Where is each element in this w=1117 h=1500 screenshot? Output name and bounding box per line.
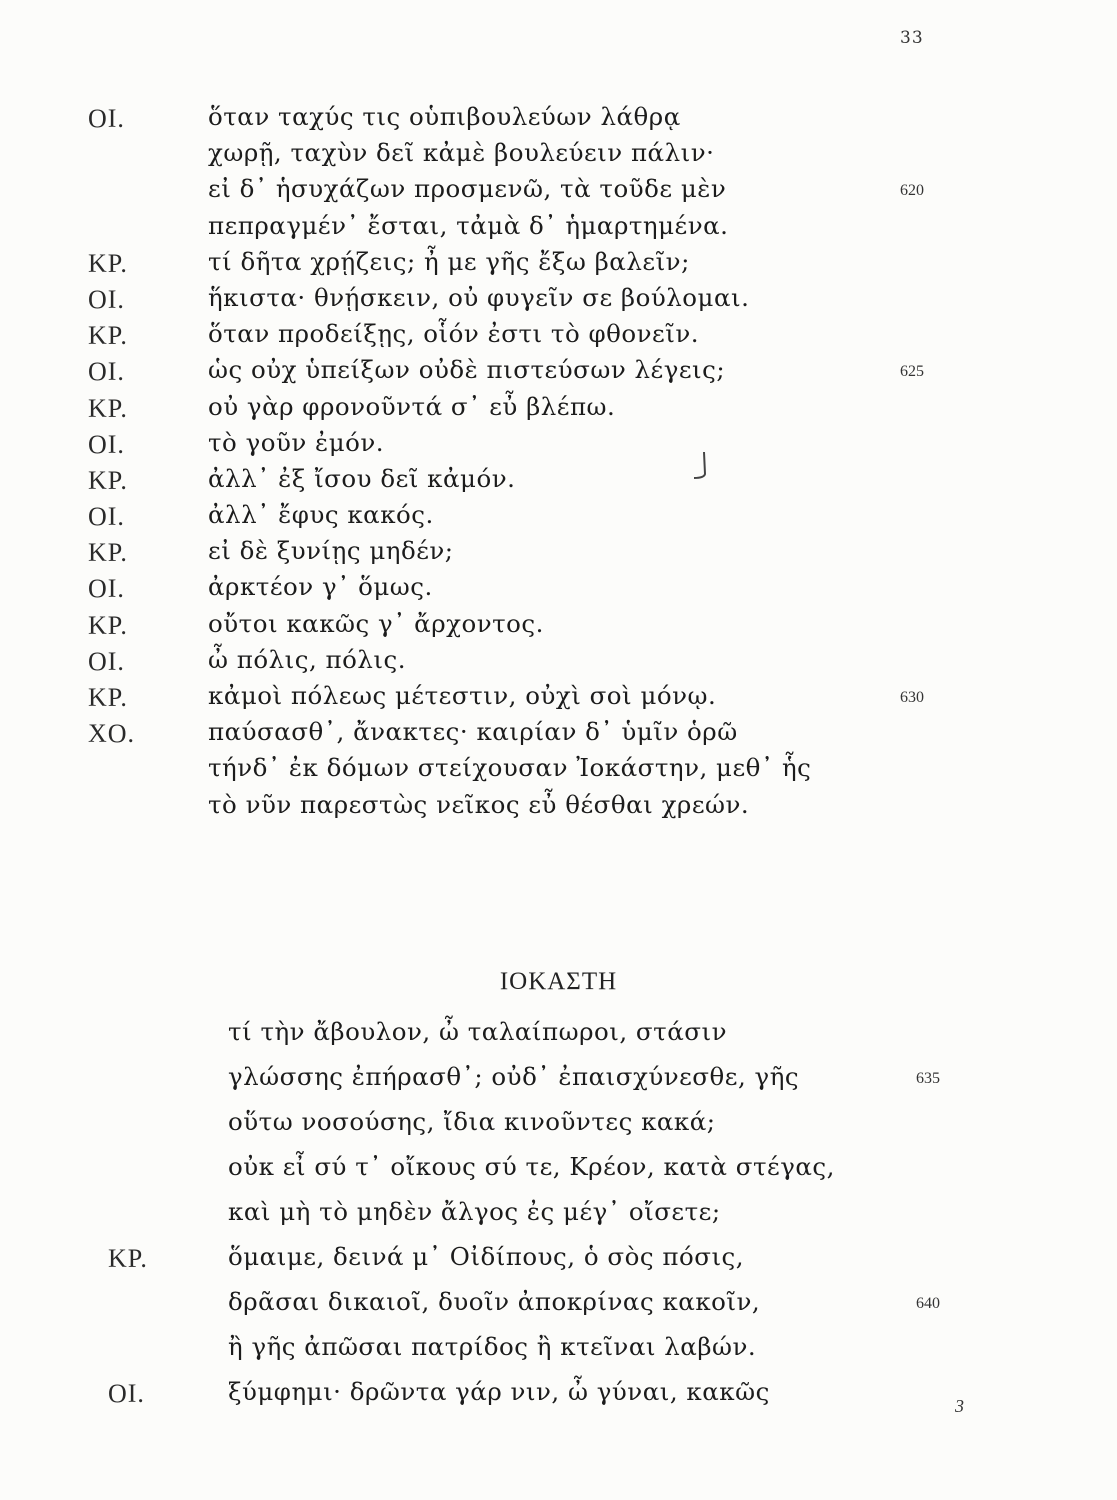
verse-line: [0, 426, 1117, 462]
verse-line: [0, 788, 1117, 824]
speaker-label: ΟΙ.: [88, 429, 125, 459]
verse-text: ὅταν ταχύς τις οὑπιβουλεύων λάθρᾳ: [208, 102, 681, 131]
verse-text: κἀμοὶ πόλεως μέτεστιν, οὐχὶ σοὶ μόνῳ.: [208, 681, 717, 710]
speaker-label: ΟΙ.: [108, 1379, 145, 1408]
verse-line: [0, 1150, 1117, 1195]
verse-text: παύσασθ᾽, ἄνακτες· καιρίαν δ᾽ ὑμῖν ὁρῶ: [208, 717, 738, 747]
verse-line: [0, 281, 1117, 317]
verse-line: [0, 498, 1117, 534]
verse-text: εἰ δὲ ξυνίῃς μηδέν;: [208, 536, 454, 566]
verse-text: ἢ γῆς ἀπῶσαι πατρίδος ἢ κτεῖναι λαβών.: [228, 1332, 757, 1361]
verse-line: [0, 209, 1117, 245]
speaker-label: ΟΙ.: [88, 357, 125, 387]
verse-text: τὸ νῦν παρεστὼς νεῖκος εὖ θέσθαι χρεών.: [208, 789, 750, 819]
verse-text: οὐκ εἶ σύ τ᾽ οἴκους σύ τε, Κρέον, κατὰ στέγας,: [228, 1152, 835, 1181]
verse-line: [0, 245, 1117, 281]
verse-line: [0, 1105, 1117, 1150]
verse-text: γλώσσης ἐπήρασθ᾽; οὐδ᾽ ἐπαισχύνεσθε, γῆς: [228, 1062, 800, 1091]
verse-line: [0, 100, 1117, 136]
verse-line: [0, 317, 1117, 353]
verse-line: [0, 679, 1117, 715]
verse-text: οὐ γὰρ φρονοῦντά σ᾽ εὖ βλέπω.: [208, 391, 616, 421]
verse-line: [0, 643, 1117, 679]
verse-text: οὔτοι κακῶς γ᾽ ἄρχοντος.: [208, 608, 544, 638]
verse-text: ὅμαιμε, δεινά μ᾽ Οἰδίπους, ὁ σὸς πόσις,: [228, 1242, 745, 1271]
verse-text: ὅταν προδείξῃς, οἷόν ἐστι τὸ φθονεῖν.: [208, 319, 700, 349]
verse-text: ἀλλ᾽ ἐξ ἴσου δεῖ κἀμόν.: [208, 463, 516, 493]
speaker-label: ΚΡ.: [88, 248, 128, 278]
signature-mark: 3: [955, 1396, 964, 1416]
verse-line: [0, 1195, 1117, 1240]
verse-line: [0, 534, 1117, 570]
line-number: 630: [900, 689, 924, 706]
speaker-label: ΟΙ.: [88, 284, 125, 314]
verse-line: [0, 1330, 1117, 1375]
verse-text: τήνδ᾽ ἐκ δόμων στείχουσαν Ἰοκάστην, μεθ᾽ ἧς: [208, 753, 812, 783]
line-number: 625: [900, 363, 924, 381]
verse-text: ὦ πόλις, πόλις.: [208, 644, 407, 674]
verse-text: ὡς οὐχ ὑπείξων οὐδὲ πιστεύσων λέγεις;: [208, 355, 726, 385]
speaker-label: ΚΡ.: [108, 1244, 148, 1273]
dialogue-block-before-heading: [0, 100, 1117, 824]
verse-text: οὕτω νοσούσης, ἴδια κινοῦντες κακά;: [228, 1107, 716, 1136]
speaker-label: ΟΙ.: [88, 574, 125, 604]
verse-line: [0, 390, 1117, 426]
speaker-label: ΚΡ.: [88, 610, 128, 640]
verse-text: πεπραγμέν᾽ ἔσται, τἀμὰ δ᾽ ἡμαρτημένα.: [208, 210, 729, 240]
speaker-label: ΟΙ.: [88, 104, 125, 133]
speaker-label: ΚΡ.: [88, 321, 128, 351]
verse-line: [0, 1285, 1117, 1330]
verse-text: ξύμφημι· δρῶντα γάρ νιν, ὦ γύναι, κακῶς: [228, 1377, 770, 1406]
verse-text: ἀρκτέον γ᾽ ὅμως.: [208, 572, 433, 602]
verse-line: [0, 570, 1117, 606]
speaker-label: ΟΙ.: [88, 502, 125, 532]
verse-line: [0, 751, 1117, 787]
speaker-label: ΧΟ.: [88, 719, 136, 749]
line-number: 635: [916, 1070, 940, 1087]
verse-line: [0, 1060, 1117, 1105]
verse-text: ἀλλ᾽ ἔφυς κακός.: [208, 500, 434, 530]
verse-text: ἥκιστα· θνῄσκειν, οὐ φυγεῖν σε βούλομαι.: [208, 282, 750, 312]
verse-text: καὶ μὴ τὸ μηδὲν ἄλγος ἐς μέγ᾽ οἴσετε;: [228, 1197, 721, 1226]
speaker-label: ΚΡ.: [88, 683, 128, 712]
line-number: 620: [900, 182, 924, 200]
line-number: 640: [916, 1295, 940, 1312]
verse-text: χωρῇ, ταχὺν δεῖ κἀμὲ βουλεύειν πάλιν·: [208, 138, 715, 168]
verse-line: [0, 607, 1117, 643]
page-number: 33: [900, 28, 924, 48]
dialogue-block-after-heading: [0, 1015, 1117, 1420]
verse-text: τὸ γοῦν ἐμόν.: [208, 427, 385, 457]
verse-line: [0, 353, 1117, 389]
verse-text: τί τὴν ἄβουλον, ὦ ταλαίπωροι, στάσιν: [228, 1017, 727, 1046]
verse-line: [0, 1240, 1117, 1285]
verse-text: τί δῆτα χρῄζεις; ἦ με γῆς ἔξω βαλεῖν;: [208, 246, 690, 276]
speaker-label: ΚΡ.: [88, 393, 128, 423]
verse-line: [0, 172, 1117, 208]
verse-line: [0, 462, 1117, 498]
verse-text: δρᾶσαι δικαιοῖ, δυοῖν ἀποκρίνας κακοῖν,: [228, 1287, 761, 1316]
verse-line: [0, 1375, 1117, 1420]
verse-line: [0, 136, 1117, 172]
verse-line: [0, 715, 1117, 751]
speaker-label: ΚΡ.: [88, 465, 128, 495]
section-heading: ΙΟΚΑΣΤΗ: [499, 968, 618, 995]
speaker-label: ΚΡ.: [88, 538, 128, 568]
speaker-label: ΟΙ.: [88, 646, 125, 676]
verse-text: εἰ δ᾽ ἡσυχάζων προσμενῶ, τὰ τοῦδε μὲν: [208, 174, 727, 204]
verse-line: [0, 1015, 1117, 1060]
